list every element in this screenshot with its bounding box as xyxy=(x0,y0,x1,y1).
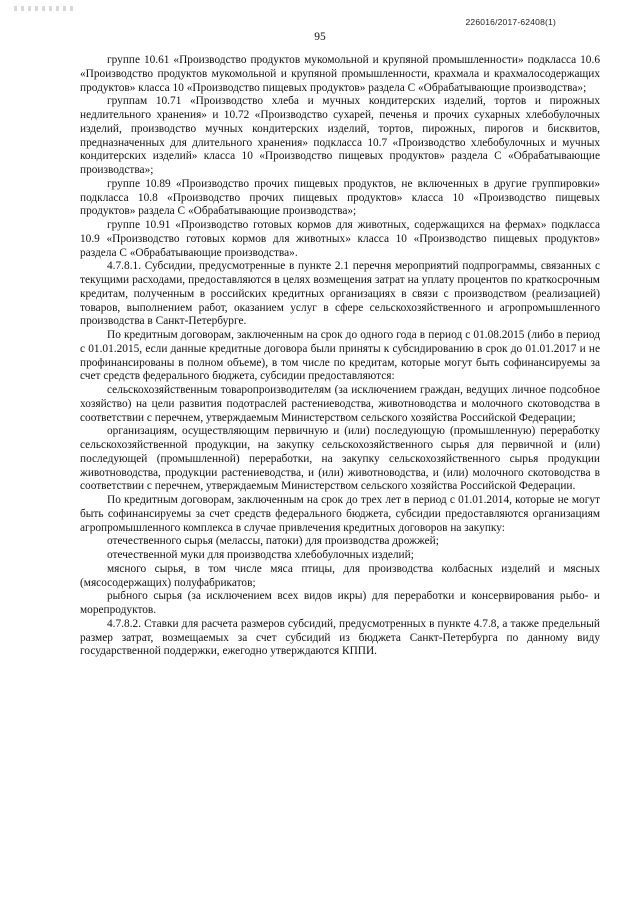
paragraph-three-year-credits: По кредитным договорам, заключенным на срок до трех лет в период с 01.01.2014, которые не могут быть софинансируемы за счет средств федерального бюджета, субсидии предоставляются организациям агропромышленного комплекса в случае привлечения кредитных договоров на закупку: xyxy=(80,494,600,534)
list-item-producers: сельскохозяйственным товаропроизводителям (за исключением граждан, ведущих личное подсобное хозяйство) на цели развития подотраслей растениеводства, животноводства и молочного скотоводства в соответствии с перечнем, утверждаемым Министерством сельского хозяйства Российской Федерации; xyxy=(80,384,600,424)
paragraph-group-10-89: группе 10.89 «Производство прочих пищевых продуктов, не включенных в другие группировки» подкласса 10.8 «Производство прочих пищевых продуктов» класса 10 «Производство пищевых продуктов» раздела С «Обрабатывающие производства»; xyxy=(80,177,600,218)
page-number: 95 xyxy=(314,31,326,43)
document-body xyxy=(80,54,600,659)
document-id: 226016/2017-62408(1) xyxy=(465,17,556,27)
list-item-processing-organizations: организациям, осуществляющим первичную и (или) последующую (промышленную) переработку сельскохозяйственной продукции, на закупку сельскохозяйственного сырья для первичной и (или) последующей (промышленной) переработки, на закупку сельскохозяйственного сырья продукции животноводства, продукции растениеводства, и (или) животноводства, и (или) молочного скотоводства в соответствии с перечнем, утверждаемым Министерством сельского хозяйства Российской Федерации. xyxy=(80,425,600,493)
paragraph-4-7-8-2: 4.7.8.2. Ставки для расчета размеров субсидий, предусмотренных в пункте 4.7.8, а также предельный размер затрат, возмещаемых за счет субсидий из бюджета Санкт-Петербурга по данному виду государственной поддержки, ежегодно утверждаются КППИ. xyxy=(80,617,600,658)
paragraph-group-10-91: группе 10.91 «Производство готовых кормов для животных, содержащихся на фермах» подкласса 10.9 «Производство готовых кормов для животных» класса 10 «Производство пищевых продуктов» раздела С «Обрабатывающие производства». xyxy=(80,219,600,259)
scan-artifact xyxy=(14,6,74,11)
list-item-fish: рыбного сырья (за исключением всех видов икры) для переработки и консервирования рыбо- и морепродуктов. xyxy=(80,590,600,616)
paragraph-groups-10-71-10-72: группам 10.71 «Производство хлеба и мучных кондитерских изделий, тортов и пирожных недлительного хранения» и 10.72 «Производство сухарей, печенья и прочих сухарных хлебобулочных изделий, производство мучных кондитерских изделий, тортов, пирожных, пирогов и бисквитов, предназначенных для длительного хранения» подкласса 10.7 «Производство хлебобулочных и мучных кондитерских изделий» класса 10 «Производство пищевых продуктов» раздела С «Обрабатывающие производства»; xyxy=(80,95,600,176)
list-item-flour: отечественной муки для производства хлебобулочных изделий; xyxy=(107,549,414,561)
list-item-meat: мясного сырья, в том числе мяса птицы, для производства колбасных изделий и мясных (мясосодержащих) полуфабрикатов; xyxy=(80,562,600,589)
paragraph-group-10-61: группе 10.61 «Производство продуктов мукомольной и крупяной промышленности» подкласса 10.6 «Производство продуктов мукомольной и крупяной промышленности, крахмала и крахмалосодержащих продуктов» класса 10 «Производство пищевых продуктов» раздела С «Обрабатывающие производства»; xyxy=(80,54,600,94)
paragraph-4-7-8-1: 4.7.8.1. Субсидии, предусмотренные в пункте 2.1 перечня мероприятий подпрограммы, связанных с текущими расходами, предоставляются в целях возмещения затрат на уплату процентов по краткосрочным кредитам, полученным в российских кредитных организациях в связи с производством (реализацией) товаров, выполнением работ, оказанием услуг в сфере сельскохозяйственного и агропромышленного производства в Санкт-Петербурге. xyxy=(80,260,600,328)
paragraph-one-year-credits: По кредитным договорам, заключенным на срок до одного года в период с 01.08.2015 (либо в период с 01.01.2015, если данные кредитные договора были приняты к субсидированию в срок до 01.01.2017 и не профинансированы в полном объеме), в том числе по кредитам, которые могут быть софинансируемы за счет средств федерального бюджета, субсидии предоставляются: xyxy=(80,329,600,383)
list-item-molasses: отечественного сырья (мелассы, патоки) для производства дрожжей; xyxy=(107,535,439,548)
